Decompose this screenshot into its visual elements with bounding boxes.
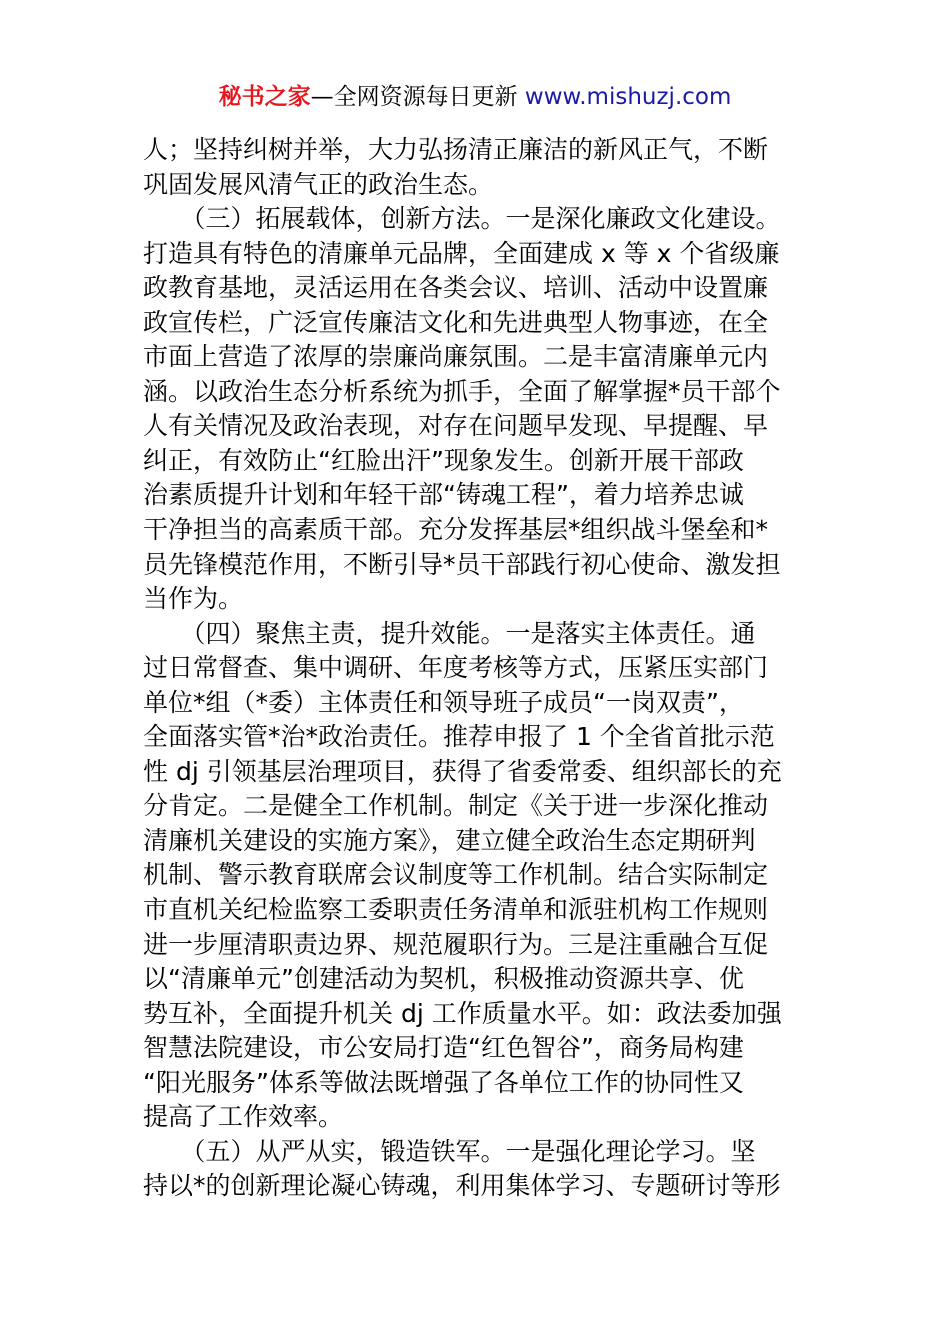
text-line: 人；坚持纠树并举，大力弘扬清正廉洁的新风正气，不断: [143, 135, 769, 164]
text-line: 分肯定。二是健全工作机制。制定《关于进一步深化推动: [143, 791, 769, 821]
text-line: 巩固发展风清气正的政治生态。: [143, 169, 494, 199]
text-line: 提高了工作效率。: [143, 1102, 344, 1132]
text-line: 员先锋模范作用，不断引导*员干部践行初心使命、激发担: [143, 549, 781, 579]
text-line: 过日常督查、集中调研、年度考核等方式，压紧压实部门: [143, 653, 769, 683]
document-body: [143, 133, 813, 1204]
text-line: 人有关情况及政治表现，对存在问题早发现、早提醒、早: [143, 411, 769, 441]
text-line: （五）从严从实，锻造铁军。一是强化理论学习。坚: [143, 1136, 756, 1166]
text-line: 涵。以政治生态分析系统为抓手，全面了解掌握*员干部个: [143, 376, 781, 406]
text-line: 打造具有特色的清廉单元品牌，全面建成 x 等 x 个省级廉: [143, 238, 780, 268]
text-line: 持以*的创新理论凝心铸魂，利用集体学习、专题研讨等形: [143, 1171, 781, 1201]
text-line: 市面上营造了浓厚的崇廉尚廉氛围。二是丰富清廉单元内: [143, 342, 769, 372]
text-line: 政教育基地，灵活运用在各类会议、培训、活动中设置廉: [143, 273, 769, 303]
text-line: （四）聚焦主责，提升效能。一是落实主体责任。通: [143, 618, 756, 648]
text-line: 性 dj 引领基层治理项目，获得了省委常委、组织部长的充: [143, 756, 782, 786]
text-line: 全面落实管*治*政治责任。推荐申报了 1 个全省首批示范: [143, 722, 775, 752]
text-line: （三）拓展载体，创新方法。一是深化廉政文化建设。: [143, 204, 781, 234]
text-line: 政宣传栏，广泛宣传廉洁文化和先进典型人物事迹，在全: [143, 307, 769, 337]
text-line: “阳光服务”体系等做法既增强了各单位工作的协同性又: [143, 1067, 744, 1097]
header-tagline: —全网资源每日更新: [310, 84, 525, 110]
site-header: [0, 80, 950, 114]
text-line: 治素质提升计划和年轻干部“铸魂工程”，着力培养忠诚: [143, 480, 744, 510]
text-line: 干净担当的高素质干部。充分发挥基层*组织战斗堡垒和*: [143, 515, 769, 545]
text-line: 纠正，有效防止“红脸出汗”现象发生。创新开展干部政: [143, 445, 744, 475]
text-line: 智慧法院建设，市公安局打造“红色智谷”，商务局构建: [143, 1033, 744, 1063]
text-line: 进一步厘清职责边界、规范履职行为。三是注重融合互促: [143, 929, 769, 959]
text-line: 当作为。: [143, 584, 244, 614]
brand-name: 秘书之家: [218, 84, 311, 110]
text-line: 清廉机关建设的实施方案》，建立健全政治生态定期研判: [143, 825, 756, 855]
text-line: 以“清廉单元”创建活动为契机，积极推动资源共享、优: [143, 964, 744, 994]
site-url-link[interactable]: www.mishuzj.com: [524, 84, 732, 110]
text-line: 市直机关纪检监察工委职责任务清单和派驻机构工作规则: [143, 895, 769, 925]
text-line: 单位*组（*委）主体责任和领导班子成员“一岗双责”，: [143, 687, 744, 717]
text-line: 势互补，全面提升机关 dj 工作质量水平。如：政法委加强: [143, 998, 782, 1028]
text-line: 机制、警示教育联席会议制度等工作机制。结合实际制定: [143, 860, 769, 890]
